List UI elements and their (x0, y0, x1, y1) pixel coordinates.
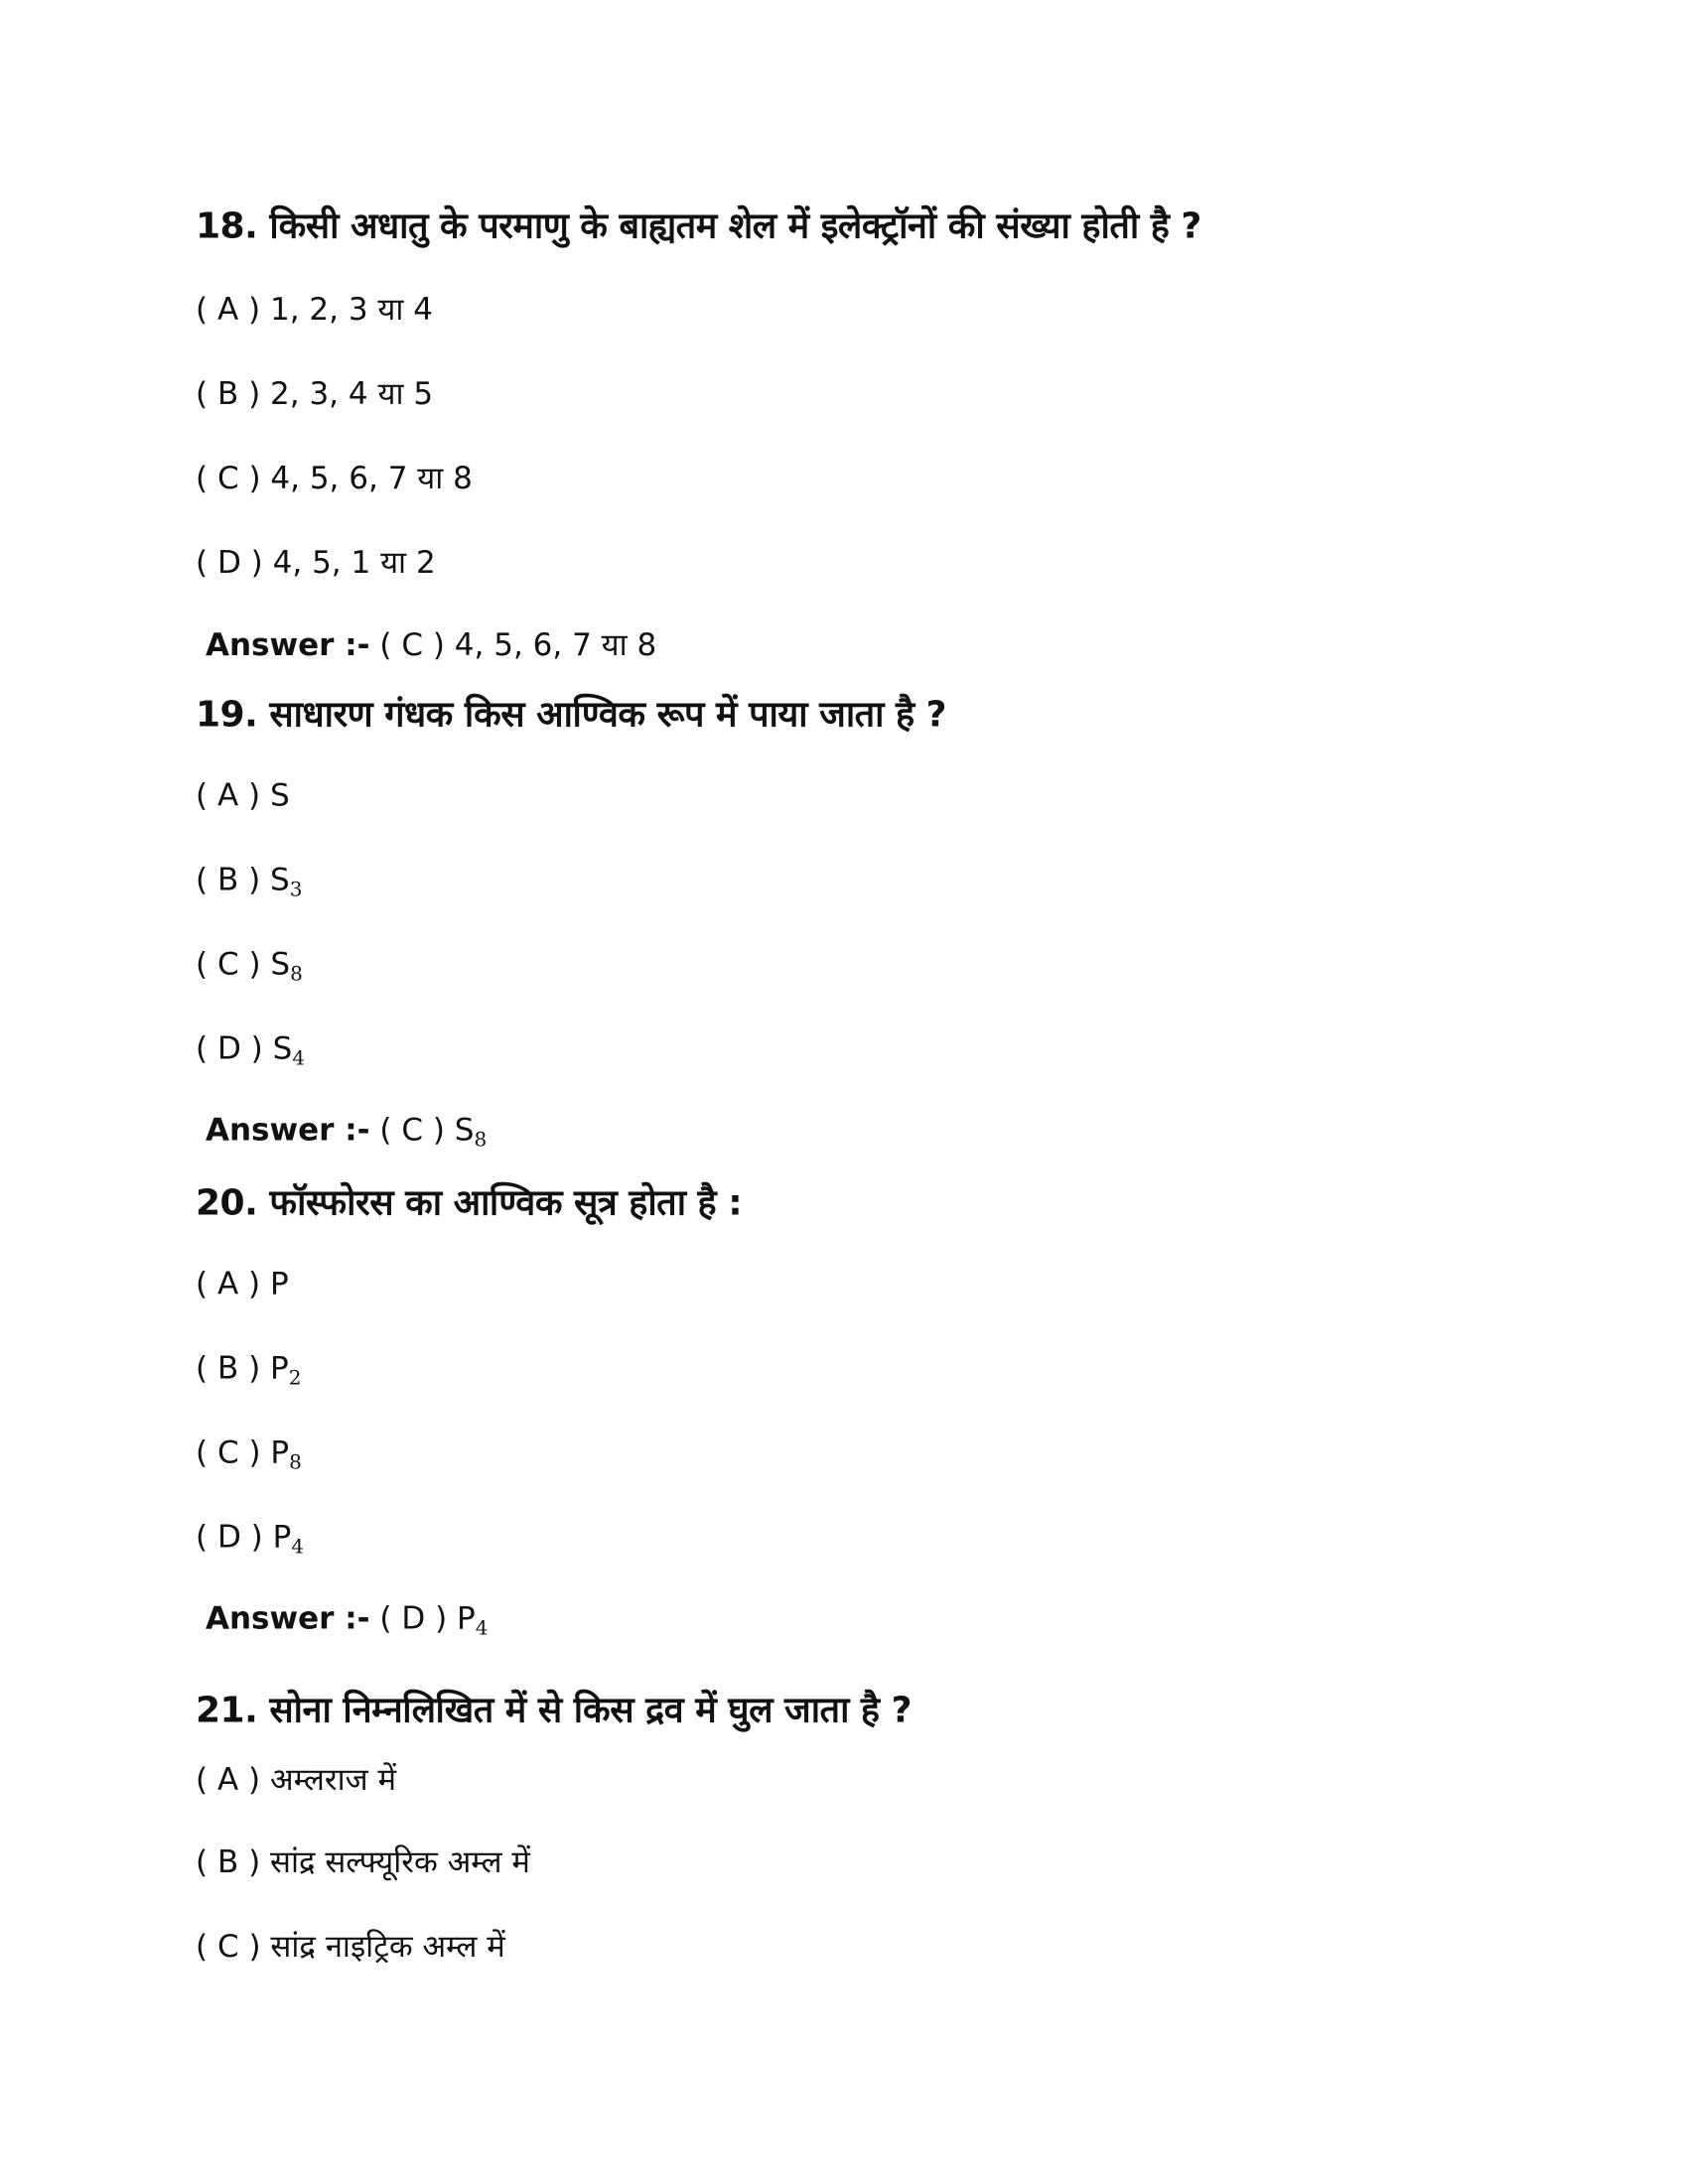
option-text: P (270, 1434, 290, 1471)
question-21-option-a (196, 1758, 396, 1800)
answer-label: Answer :- (206, 1600, 370, 1637)
question-20-option-d (196, 1520, 304, 1559)
option-label: ( B ) (196, 1350, 261, 1387)
option-text: 4, 5, 1 या 2 (272, 545, 436, 581)
option-text: S (272, 1030, 293, 1067)
option-label: ( A ) (196, 292, 261, 328)
option-label: ( B ) (196, 862, 261, 898)
option-text: S (270, 946, 291, 983)
question-20-option-a (196, 1267, 289, 1305)
option-label: ( D ) (196, 1030, 263, 1067)
option-subscript: 2 (288, 1365, 302, 1390)
question-number: 19. (196, 694, 258, 736)
option-text: P (272, 1519, 292, 1556)
question-18-heading (196, 201, 1201, 249)
question-19-option-d (196, 1031, 305, 1070)
question-18-option-c (196, 457, 473, 498)
question-19-option-c (196, 947, 303, 986)
question-text: साधारण गंधक किस आण्विक रूप में पाया जाता है ? (269, 694, 947, 736)
question-20-option-b (196, 1351, 301, 1390)
question-20-answer (206, 1601, 488, 1640)
option-label: ( C ) (196, 461, 261, 496)
option-subscript: 8 (290, 961, 303, 986)
answer-label: Answer :- (206, 627, 370, 663)
option-text: अम्लराज में (269, 1762, 397, 1798)
question-19-option-b (196, 863, 302, 901)
question-18-option-a (196, 288, 433, 330)
answer-subscript: 8 (474, 1127, 488, 1152)
option-text: P (269, 1266, 289, 1302)
question-19-option-a (196, 778, 290, 817)
option-label: ( A ) (196, 1762, 261, 1798)
option-text: S (270, 862, 290, 898)
option-label: ( B ) (196, 376, 261, 412)
option-text: सांद्र सल्फ्यूरिक अम्ल में (270, 1844, 530, 1880)
question-number: 18. (196, 205, 258, 247)
question-number: 21. (196, 1690, 258, 1731)
answer-text: ( C ) 4, 5, 6, 7 या 8 (379, 627, 657, 663)
question-18-option-d (196, 541, 436, 583)
question-18-answer (206, 623, 656, 665)
answer-label: Answer :- (206, 1112, 370, 1149)
option-label: ( A ) (196, 777, 261, 814)
question-text: किसी अधातु के परमाणु के बाह्यतम शेल में इलेक्ट्रॉनों की संख्या होती है ? (269, 205, 1201, 247)
option-label: ( D ) (196, 545, 263, 581)
option-label: ( A ) (196, 1266, 261, 1302)
option-text: P (270, 1350, 289, 1387)
question-20-heading (196, 1177, 742, 1226)
option-label: ( D ) (196, 1519, 263, 1556)
question-18-option-b (196, 372, 433, 414)
option-text: 2, 3, 4 या 5 (270, 376, 434, 412)
question-21-heading (196, 1685, 912, 1733)
option-label: ( C ) (196, 1434, 261, 1471)
question-number: 20. (196, 1182, 258, 1224)
option-text: सांद्र नाइट्रिक अम्ल में (270, 1929, 505, 1965)
option-label: ( C ) (196, 946, 261, 983)
option-text: S (269, 777, 290, 814)
option-text: 4, 5, 6, 7 या 8 (270, 461, 473, 496)
question-21-option-b (196, 1841, 530, 1882)
option-label: ( C ) (196, 1929, 261, 1965)
question-20-option-c (196, 1435, 302, 1474)
option-label: ( B ) (196, 1844, 261, 1880)
answer-subscript: 4 (475, 1615, 489, 1640)
question-19-answer (206, 1113, 487, 1152)
option-subscript: 8 (289, 1449, 302, 1474)
question-text: फॉस्फोरस का आण्विक सूत्र होता है : (269, 1182, 743, 1224)
answer-text: ( C ) S (379, 1112, 475, 1149)
answer-text: ( D ) P (379, 1600, 476, 1637)
question-19-heading (196, 689, 946, 738)
option-text: 1, 2, 3 या 4 (269, 292, 433, 328)
question-text: सोना निम्नलिखित में से किस द्रव में घुल जाता है ? (269, 1690, 912, 1731)
question-21-option-c (196, 1925, 505, 1967)
option-subscript: 4 (292, 1045, 306, 1070)
option-subscript: 4 (291, 1534, 305, 1559)
option-subscript: 3 (289, 877, 303, 901)
